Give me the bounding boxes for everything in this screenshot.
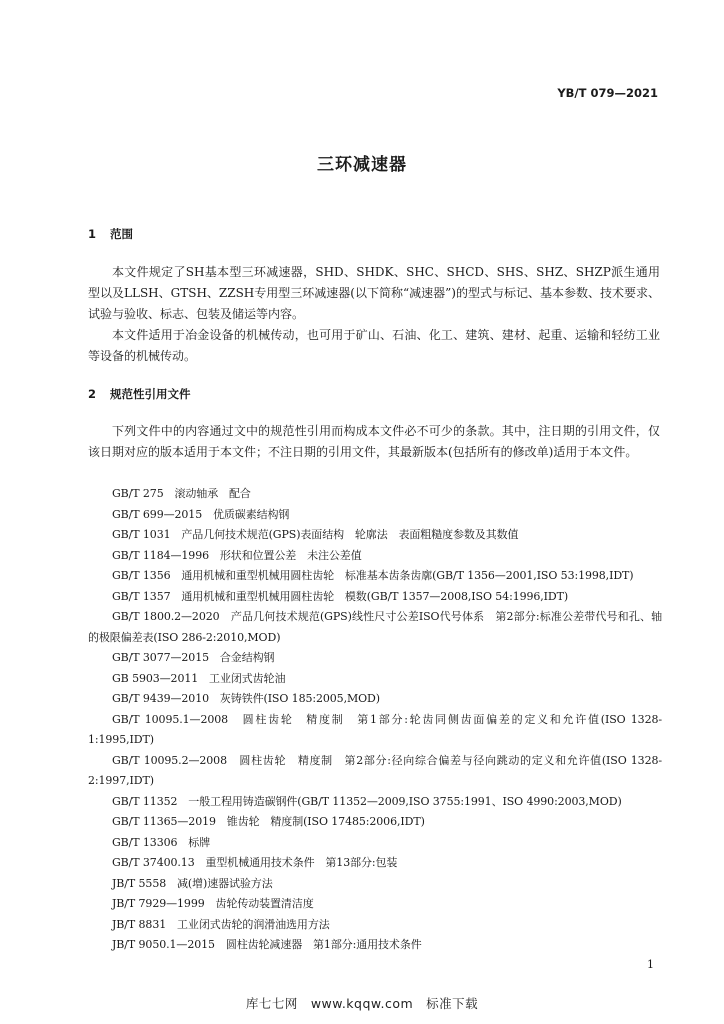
reference-item: GB/T 275 滚动轴承 配合 bbox=[112, 487, 251, 500]
reference-item: GB/T 1357 通用机械和重型机械用圆柱齿轮 模数(GB/T 1357—2008,ISO 54:1996,IDT) bbox=[112, 589, 569, 603]
reference-item: GB/T 11352 一般工程用铸造碳钢件(GB/T 11352—2009,ISO 3755:1991、ISO 4990:2003,MOD) bbox=[112, 794, 622, 808]
reference-item: JB/T 7929—1999 齿轮传动装置清洁度 bbox=[112, 897, 314, 910]
reference-item: GB/T 37400.13 重型机械通用技术条件 第13部分:包装 bbox=[112, 856, 398, 869]
reference-item: GB/T 1031 产品几何技术规范(GPS)表面结构 轮廓法 表面粗糙度参数及其数值 bbox=[112, 528, 519, 541]
reference-item: GB/T 699—2015 优质碳素结构钢 bbox=[112, 507, 290, 521]
section-2-intro-paragraph: 下列文件中的内容通过文中的规范性引用而构成本文件必不可少的条款。其中，注日期的引用文件，仅该日期对应的版本适用于本文件；不注日期的引用文件，其最新版本(包括所有的修改单)适用于本文件。 bbox=[88, 424, 660, 459]
normative-references-list bbox=[88, 484, 662, 956]
section-2-title: 规范性引用文件 bbox=[110, 387, 191, 401]
reference-item: GB/T 13306 标牌 bbox=[112, 835, 211, 849]
reference-item: JB/T 5558 减(增)速器试验方法 bbox=[112, 876, 273, 890]
reference-item: GB 5903—2011 工业闭式齿轮油 bbox=[112, 671, 286, 685]
reference-item: JB/T 9050.1—2015 圆柱齿轮减速器 第1部分:通用技术条件 bbox=[112, 938, 422, 951]
reference-item: JB/T 8831 工业闭式齿轮的润滑油选用方法 bbox=[112, 917, 330, 931]
section-1-paragraph-scope: 本文件规定了SH基本型三环减速器，SHD、SHDK、SHC、SHCD、SHS、SHZ、SHZP派生通用型以及LLSH、GTSH、ZZSH专用型三环减速器(以下简称“减速器”)的型式与标记、基本参数、技术要求、试验与验收、标志、包装及储运等内容。 bbox=[88, 265, 660, 321]
reference-item: GB/T 1800.2—2020 产品几何技术规范(GPS)线性尺寸公差ISO代号体系 第2部分:标准公差带代号和孔、轴的极限偏差表(ISO 286-2:2010,MOD) bbox=[88, 610, 662, 644]
document-title: 三环减速器 bbox=[317, 155, 407, 175]
section-2-number: 2 bbox=[88, 387, 97, 401]
section-1-number: 1 bbox=[88, 227, 97, 241]
reference-item: GB/T 10095.1—2008 圆柱齿轮 精度制 第1部分:轮齿同侧齿面偏差的定义和允许值(ISO 1328-1:1995,IDT) bbox=[88, 712, 662, 746]
reference-item: GB/T 10095.2—2008 圆柱齿轮 精度制 第2部分:径向综合偏差与径向跳动的定义和允许值(ISO 1328-2:1997,IDT) bbox=[88, 753, 662, 787]
section-1-heading bbox=[88, 226, 133, 242]
section-1-title: 范围 bbox=[110, 227, 133, 241]
standard-code: YB/T 079—2021 bbox=[557, 86, 658, 100]
reference-item: GB/T 9439—2010 灰铸铁件(ISO 185:2005,MOD) bbox=[112, 692, 380, 705]
section-2-heading bbox=[88, 386, 191, 402]
section-1-paragraph-application: 本文件适用于冶金设备的机械传动，也可用于矿山、石油、化工、建筑、建材、起重、运输和轻纺工业等设备的机械传动。 bbox=[88, 328, 660, 363]
page-number: 1 bbox=[647, 958, 654, 971]
reference-item: GB/T 1184—1996 形状和位置公差 未注公差值 bbox=[112, 548, 362, 562]
reference-item: GB/T 1356 通用机械和重型机械用圆柱齿轮 标准基本齿条齿廓(GB/T 1356—2001,ISO 53:1998,IDT) bbox=[112, 569, 634, 582]
reference-item: GB/T 3077—2015 合金结构钢 bbox=[112, 651, 275, 664]
reference-item: GB/T 11365—2019 锥齿轮 精度制(ISO 17485:2006,IDT) bbox=[112, 815, 425, 828]
footer-watermark: 库七七网 www.kqqw.com 标准下载 bbox=[245, 996, 479, 1011]
